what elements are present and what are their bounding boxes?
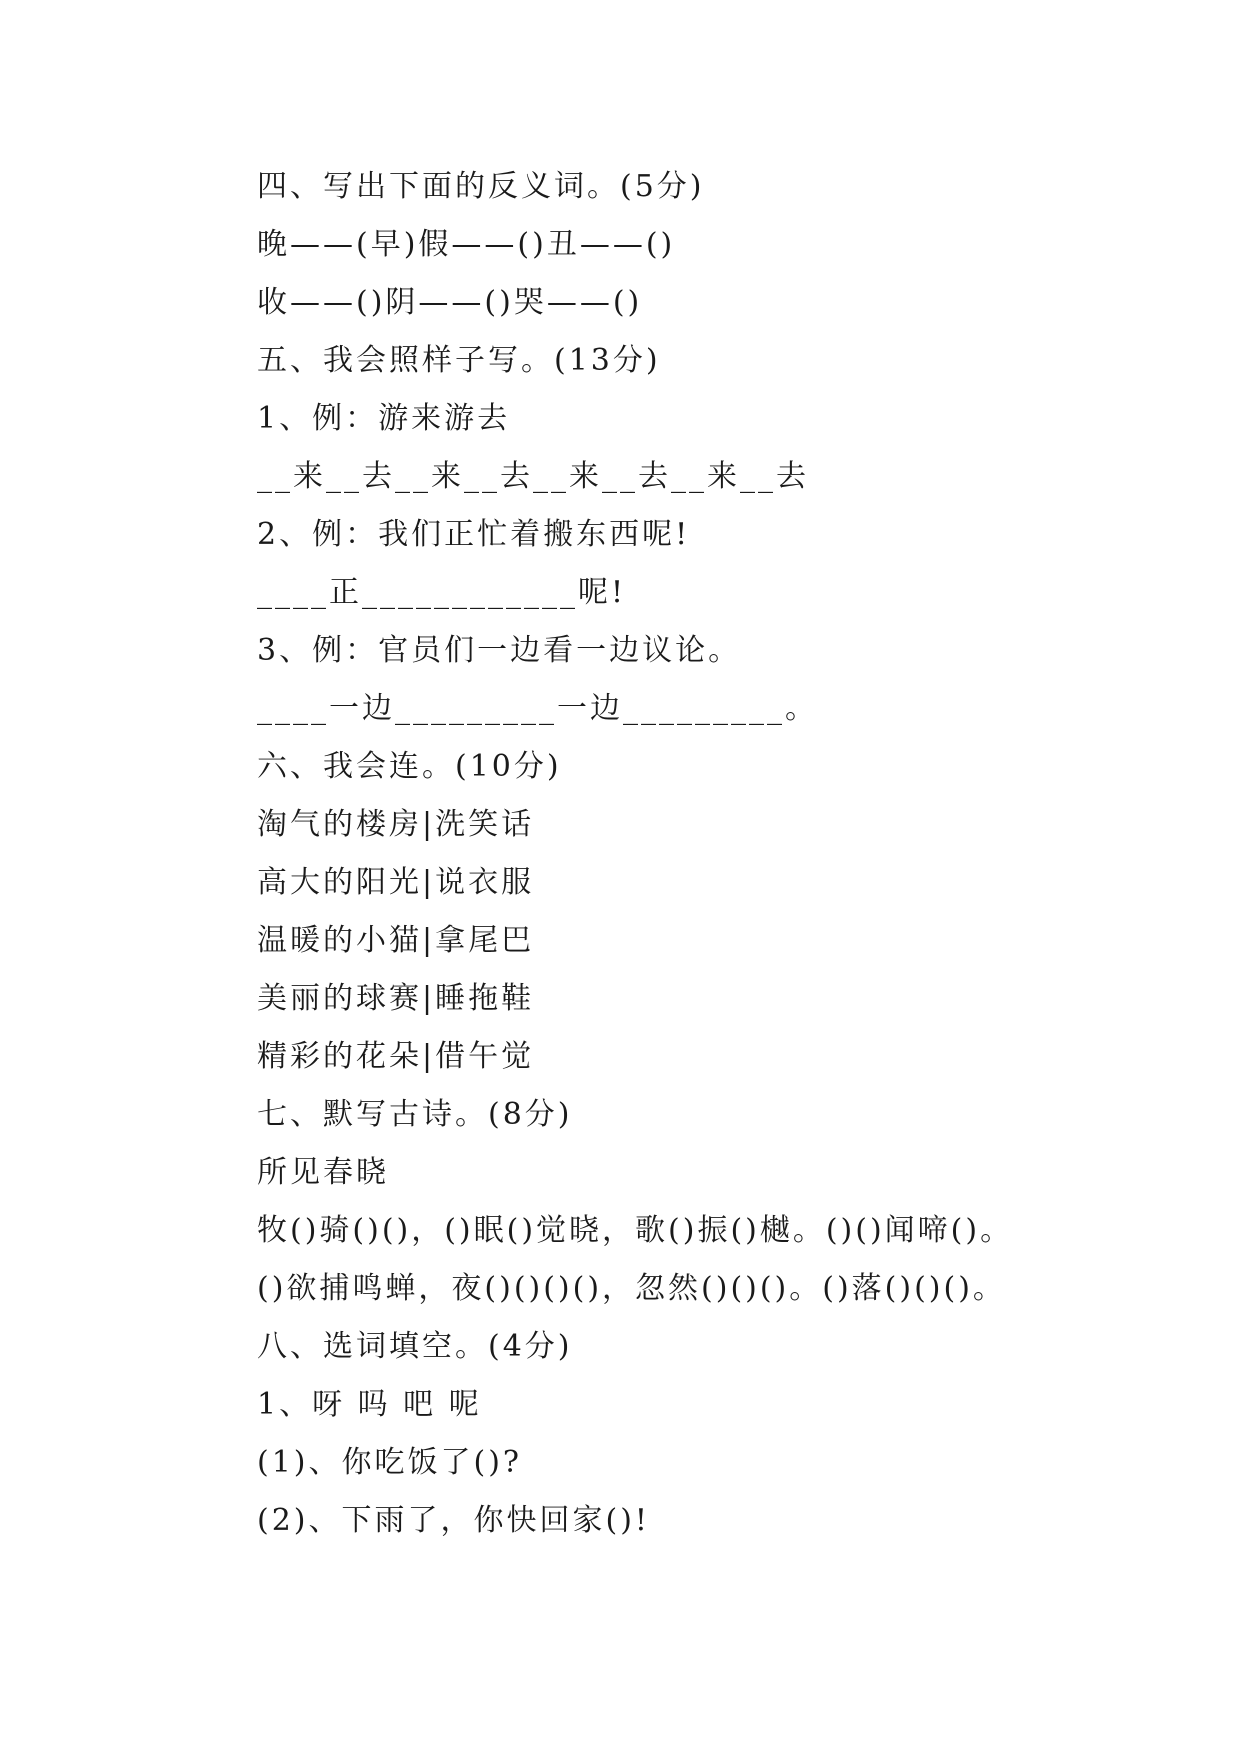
section-heading-imitate: 五、我会照样子写。(13分) (257, 343, 661, 378)
section-heading-antonyms: 四、写出下面的反义词。(5分) (257, 169, 705, 204)
section-heading-match: 六、我会连。(10分) (257, 749, 562, 784)
poem-titles: 所见春晓 (257, 1155, 389, 1190)
word-choices: 1、呀 吗 吧 呢 (257, 1387, 482, 1422)
section-heading-poem: 七、默写古诗。(8分) (257, 1097, 573, 1132)
fill-row-3: ____一边_________一边_________。 (257, 691, 818, 726)
section-heading-fill-words: 八、选词填空。(4分) (257, 1329, 573, 1364)
poem-line-2: ()欲捕鸣蝉，夜()()()()，忽然()()()。()落()()()。 (257, 1271, 1006, 1306)
match-row: 高大的阳光|说衣服 (257, 865, 535, 900)
document-page (257, 158, 1217, 1550)
example-1: 1、例：游来游去 (257, 401, 511, 436)
example-3: 3、例：官员们一边看一边议论。 (257, 633, 742, 668)
match-row: 淘气的楼房|洗笑话 (257, 807, 535, 842)
match-row: 温暖的小猫|拿尾巴 (257, 923, 535, 958)
antonym-row-2: 收——()阴——()哭——() (257, 285, 643, 320)
fill-row-2: ____正____________呢! (257, 575, 627, 610)
question-1: (1)、你吃饭了()? (257, 1445, 522, 1480)
poem-line-1: 牧()骑()()，()眠()觉晓，歌()振()樾。()()闻啼()。 (257, 1213, 1014, 1248)
question-2: (2)、下雨了，你快回家()! (257, 1503, 650, 1538)
antonym-row-1: 晚——(早)假——()丑——() (257, 227, 676, 262)
match-row: 美丽的球赛|睡拖鞋 (257, 981, 535, 1016)
fill-row-1: __来__去__来__去__来__去__来__去 (257, 459, 809, 494)
example-2: 2、例：我们正忙着搬东西呢! (257, 517, 691, 552)
match-row: 精彩的花朵|借午觉 (257, 1039, 535, 1074)
